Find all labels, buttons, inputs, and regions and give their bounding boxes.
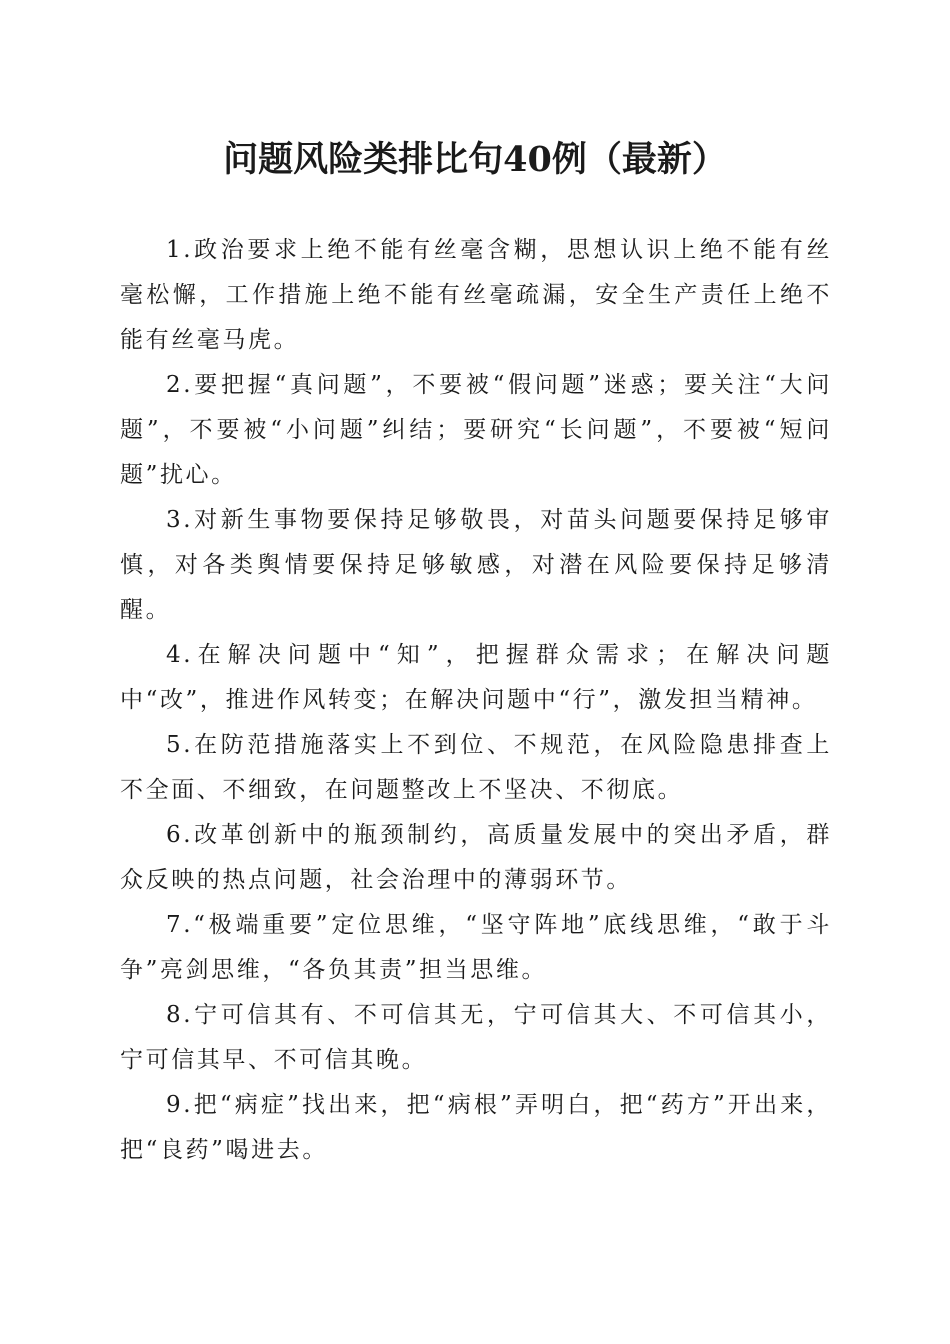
paragraph-1: 1.政治要求上绝不能有丝毫含糊，思想认识上绝不能有丝毫松懈，工作措施上绝不能有丝毫疏漏，安全生产责任上绝不能有丝毫马虎。 bbox=[120, 237, 832, 353]
paragraph-3: 3.对新生事物要保持足够敬畏，对苗头问题要保持足够审慎，对各类舆情要保持足够敏感，对潜在风险要保持足够清醒。 bbox=[120, 507, 832, 623]
paragraph-4: 4.在解决问题中“知”，把握群众需求；在解决问题中“改”，推进作风转变；在解决问题中“行”，激发担当精神。 bbox=[120, 642, 832, 713]
document-title: 问题风险类排比句40例（最新） bbox=[223, 139, 727, 180]
document-body bbox=[120, 228, 832, 1173]
paragraph-6: 6.改革创新中的瓶颈制约，高质量发展中的突出矛盾，群众反映的热点问题，社会治理中的薄弱环节。 bbox=[120, 822, 832, 893]
paragraph-8: 8.宁可信其有、不可信其无，宁可信其大、不可信其小，宁可信其早、不可信其晚。 bbox=[120, 1002, 832, 1073]
paragraph-5: 5.在防范措施落实上不到位、不规范，在风险隐患排查上不全面、不细致，在问题整改上不坚决、不彻底。 bbox=[120, 732, 832, 803]
paragraph-7: 7.“极端重要”定位思维，“坚守阵地”底线思维，“敢于斗争”亮剑思维，“各负其责”担当思维。 bbox=[120, 912, 832, 983]
paragraph-9: 9.把“病症”找出来，把“病根”弄明白，把“药方”开出来，把“良药”喝进去。 bbox=[120, 1092, 832, 1163]
paragraph-2: 2.要把握“真问题”，不要被“假问题”迷惑；要关注“大问题”，不要被“小问题”纠结；要研究“长问题”，不要被“短问题”扰心。 bbox=[120, 372, 832, 488]
